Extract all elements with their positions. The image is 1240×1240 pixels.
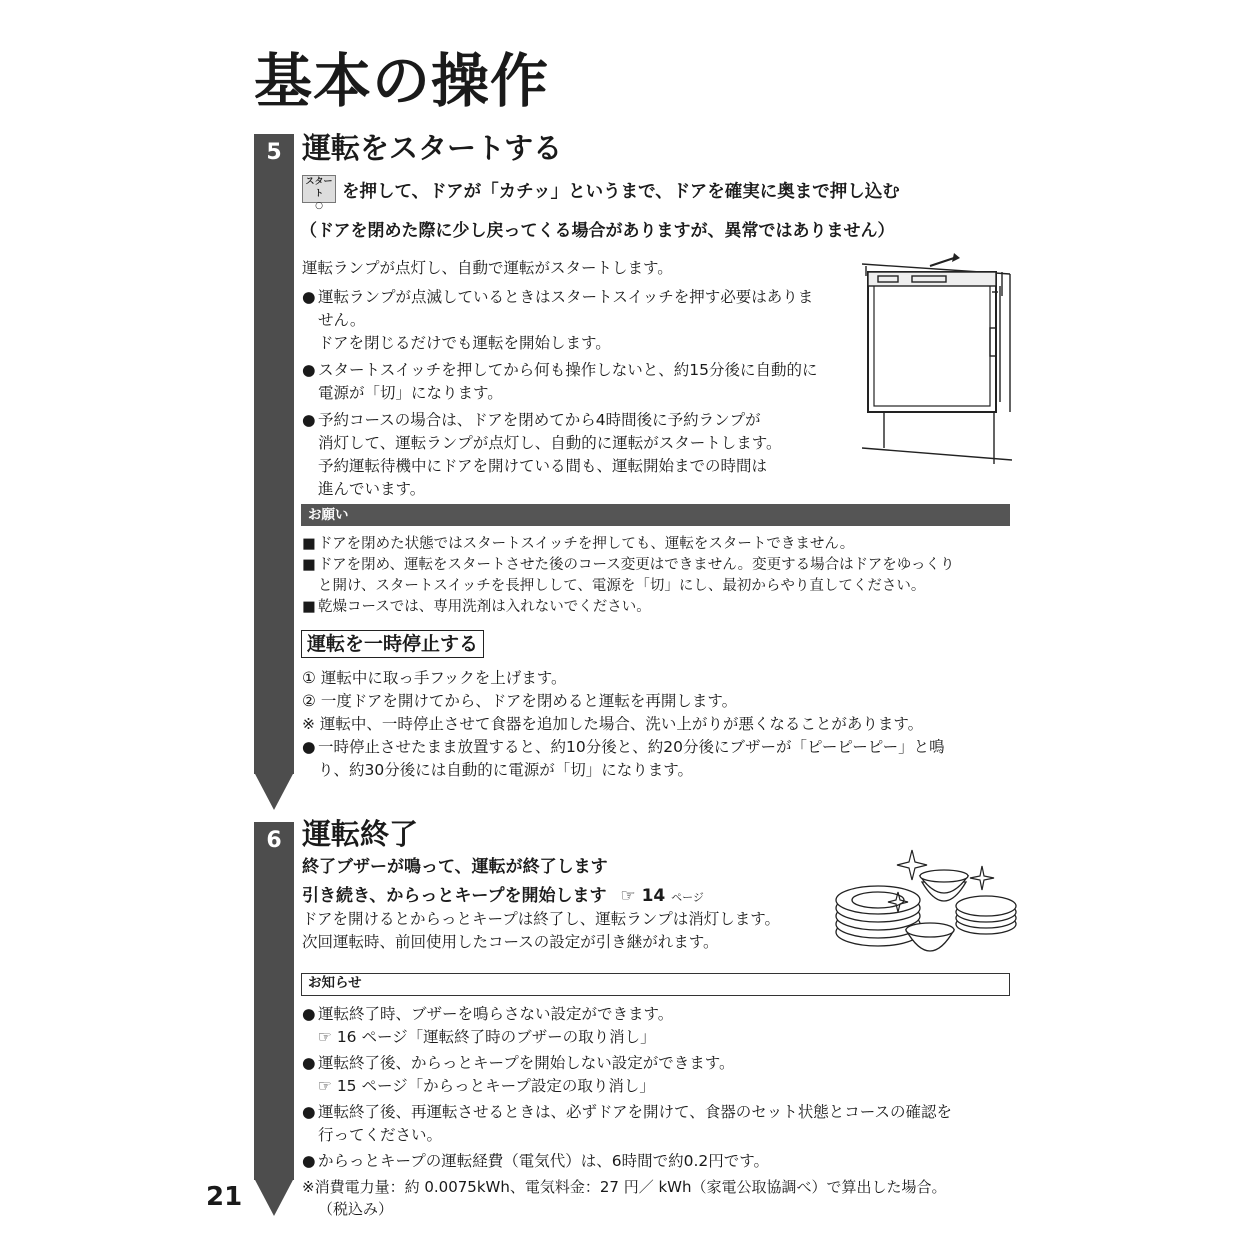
step5-bar xyxy=(254,134,294,774)
info-header: お知らせ xyxy=(301,973,1010,996)
info-list xyxy=(302,1003,1014,1220)
bullet-dot-icon: ● xyxy=(302,1054,316,1072)
step5-instruction: を押して、ドアが「カチッ」というまで、ドアを確実に奥まで押し込む xyxy=(342,182,900,202)
list-item: ■ ドアを閉め、運転をスタートさせた後のコース変更はできません。変更する場合はドアをゆっくり と開け、スタートスイッチを長押しして、電源を「切」にし、最初からやり直してください。 xyxy=(302,557,955,594)
square-bullet-icon: ■ xyxy=(302,557,316,573)
request-list xyxy=(302,534,1014,618)
list-item: ● 予約コースの場合は、ドアを閉めてから4時間後に予約ランプが 消灯して、運転ランプが点灯し、自動的に運転がスタートします。 予約運転待機中にドアを開けている間も、運転開始までの時間は 進んでいます。 xyxy=(302,411,782,498)
page-title: 基本の操作 xyxy=(254,47,550,115)
step5-heading: 運転をスタートする xyxy=(302,131,563,165)
step5-arrow-icon xyxy=(254,772,294,812)
page-ref-link[interactable]: ☞ 14 xyxy=(620,886,666,906)
pause-heading: 運転を一時停止する xyxy=(301,630,484,658)
step6-bar xyxy=(254,822,294,1180)
bullet-dot-icon: ● xyxy=(302,288,316,306)
start-key-icon: スタート ○ xyxy=(302,175,336,203)
step5-number: 5 xyxy=(266,140,282,165)
list-item: ● からっとキープの運転経費（電気代）は、6時間で約0.2円です。 xyxy=(302,1150,1014,1173)
dishwasher-door-illustration xyxy=(862,252,1012,464)
step6-sub1: 終了ブザーが鳴って、運転が終了します xyxy=(302,857,608,877)
list-item: ● 運転終了後、からっとキープを開始しない設定ができます。 ☞ 15 ページ「からっとキープ設定の取り消し」 xyxy=(302,1052,1014,1098)
list-item: ● 運転終了時、ブザーを鳴らさない設定ができます。 ☞ 16 ページ「運転終了時のブザーの取り消し」 xyxy=(302,1003,1014,1049)
bullet-dot-icon: ● xyxy=(302,411,316,429)
pause-step-2: ② 一度ドアを開けてから、ドアを閉めると運転を再開します。 xyxy=(302,692,738,710)
bullet-dot-icon: ● xyxy=(302,1005,316,1023)
list-item: ● 運転終了後、再運転させるときは、必ずドアを開けて、食器のセット状態とコースの確認を 行ってください。 xyxy=(302,1103,952,1144)
step6-sub2: 引き続き、からっとキープを開始します ☞ 14 ページ xyxy=(302,886,704,906)
step5-instruction-note: （ドアを閉めた際に少し戻ってくる場合がありますが、異常ではありません） xyxy=(300,221,895,241)
pause-note: ※ 運転中、一時停止させて食器を追加した場合、洗い上がりが悪くなることがあります。 xyxy=(302,715,924,733)
square-bullet-icon: ■ xyxy=(302,536,316,552)
step5-intro: 運転ランプが点灯し、自動で運転がスタートします。 xyxy=(302,259,673,277)
request-header: お願い xyxy=(301,504,1010,526)
square-bullet-icon: ■ xyxy=(302,599,316,615)
step6-arrow-icon xyxy=(254,1178,294,1218)
dishes-illustration xyxy=(832,848,1018,966)
bullet-dot-icon: ● xyxy=(302,1103,316,1121)
page-ref-link[interactable]: ☞ 15 ページ「からっとキープ設定の取り消し」 xyxy=(318,1077,655,1095)
list-item: ● スタートスイッチを押してから何も操作しないと、約15分後に自動的に 電源が「切」になります。 xyxy=(302,361,818,402)
pause-step-1: ① 運転中に取っ手フックを上げます。 xyxy=(302,669,567,687)
bullet-dot-icon: ● xyxy=(302,1152,316,1170)
page-number: 21 xyxy=(206,1182,243,1212)
step6-number: 6 xyxy=(266,828,282,853)
bullet-dot-icon: ● xyxy=(302,738,316,756)
bullet-dot-icon: ● xyxy=(302,361,316,379)
footnote: ※消費電力量：約 0.0075kWh、電気料金：27 円／ kWh（家電公取協調べ）で算出した場合。 （税込み） xyxy=(302,1178,947,1218)
list-item: ● 運転ランプが点滅しているときはスタートスイッチを押す必要はありま せん。 ドアを閉じるだけでも運転を開始します。 xyxy=(302,288,814,352)
step6-desc: ドアを開けるとからっとキープは終了し、運転ランプは消灯します。 次回運転時、前回使用したコースの設定が引き継がれます。 xyxy=(302,910,781,951)
page-ref-link[interactable]: ☞ 16 ページ「運転終了時のブザーの取り消し」 xyxy=(318,1028,656,1046)
pause-steps xyxy=(302,667,945,782)
list-item: ■ 乾燥コースでは、専用洗剤は入れないでください。 xyxy=(302,597,1014,618)
step5-bullet-list xyxy=(302,286,847,501)
list-item: ■ ドアを閉めた状態ではスタートスイッチを押しても、運転をスタートできません。 xyxy=(302,534,1014,555)
step6-heading: 運転終了 xyxy=(302,817,419,851)
list-item: ● 一時停止させたまま放置すると、約10分後と、約20分後にブザーが「ピーピーピー」と鳴 り、約30分後には自動的に電源が「切」になります。 xyxy=(302,738,945,779)
